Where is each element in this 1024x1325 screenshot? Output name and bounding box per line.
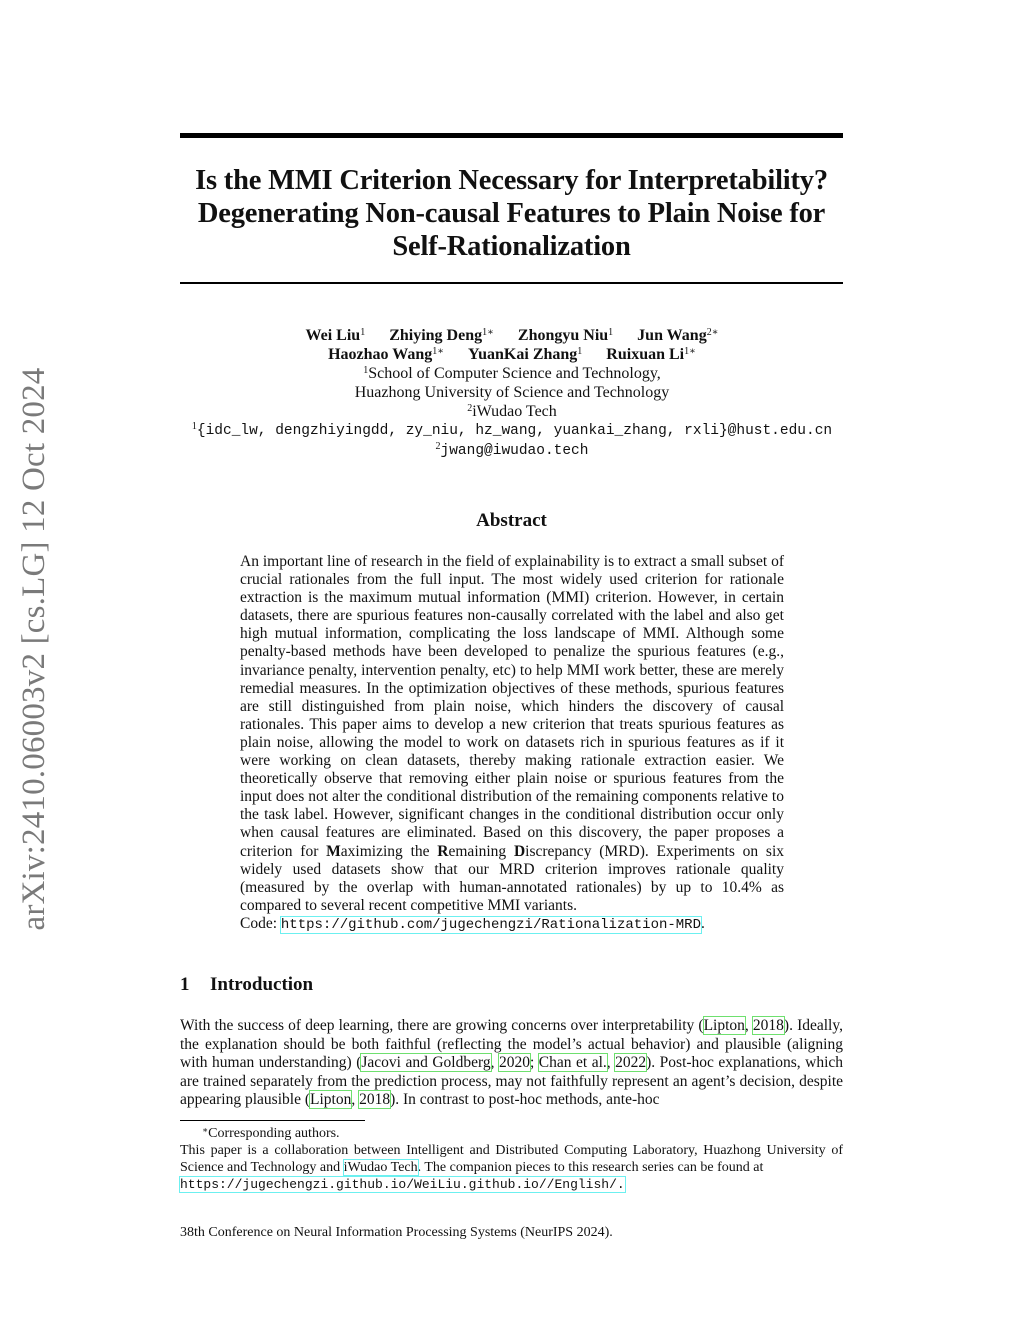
citation-year-link[interactable]: 2020 [498, 1054, 530, 1072]
code-repository-link[interactable]: https://github.com/jugechengzi/Rationalization-MRD [280, 916, 701, 933]
author-block [150, 326, 874, 461]
author-row [150, 326, 874, 345]
title-line: Degenerating Non-causal Features to Plain Noise for [197, 198, 826, 229]
affiliation-1: $^1$School of Computer Science and Technology, [363, 365, 661, 382]
affiliation-1-university: Huazhong University of Science and Technology [354, 384, 670, 401]
author-row [150, 345, 874, 364]
author: Zhiying Deng$^{1∗}$ [389, 327, 494, 344]
author: Ruixuan $Li^{1∗}$ [606, 346, 696, 363]
abstract-heading: Abstract [476, 510, 547, 531]
citation-link[interactable]: Jacovi and Goldberg [361, 1054, 491, 1072]
citation-link[interactable]: Chan et al. [538, 1054, 607, 1072]
introduction-paragraph: With the success of deep learning, there are growing concerns over interpretability (Lipton, 2018). Ideally, the explanation should be both faithful (reflecting the model’s actual behavior) and plausible (aligning with human understanding) (Jacovi and Goldberg, 2020; Chan et al., 2022). Post-hoc explanations, which are trained separately from the prediction process, may not faithfully represent an agent’s decision, despite appearing plausible (Lipton, 2018). In contrast to post-hoc methods, ante-hoc [180, 1017, 844, 1109]
footnote-collaboration: This paper is a collaboration between Intelligent and Distributed Computing Laboratory, Huazhong University of Science and Technology and iWudao Tech. The companion pieces to this research series can be found at https://jugechengzi.github.io/WeiLiu.github.io//English/. [180, 1143, 843, 1192]
author: Zhongyu Niu$^1$ [517, 327, 614, 344]
title-line: Self-Rationalization [392, 231, 631, 262]
footnote-corresponding: ∗Corresponding authors. [202, 1125, 340, 1141]
iwudao-link[interactable]: iWudao Tech [343, 1160, 418, 1175]
companion-pieces-url-link[interactable]: https://jugechengzi.github.io/WeiLiu.github.io//English/. [180, 1177, 625, 1192]
author: Jun Wang$^{2∗}$ [637, 327, 719, 344]
email-line-2: $^2$jwang@iwudao.tech [435, 441, 589, 459]
author: YuanKai Zhang$^1$ [468, 346, 583, 363]
author: Wei Liu$^1$ [305, 327, 366, 344]
title-top-rule [180, 133, 843, 138]
conference-venue-note: 38th Conference on Neural Information Processing Systems (NeurIPS 2024). [180, 1225, 613, 1240]
section-heading-introduction: 1 Introduction [180, 974, 314, 995]
footnote-rule [180, 1120, 365, 1121]
title-line: Is the MMI Criterion Necessary for Interpretability? [195, 165, 828, 196]
paper-title [180, 164, 843, 263]
arxiv-identifier-stamp: arXiv:2410.06003v2 [cs.LG] 12 Oct 2024 [16, 367, 52, 931]
citation-link[interactable]: Lipton [309, 1091, 352, 1109]
title-bottom-rule [180, 282, 843, 284]
citation-link[interactable]: Lipton [703, 1017, 745, 1034]
author: Haozhao Wang$^{1∗}$ [328, 346, 445, 363]
citation-year-link[interactable]: 2022 [615, 1054, 647, 1072]
abstract-text: An important line of research in the field of explainability is to extract a small subset of crucial rationales from the full input. The most widely used criterion for rationale extraction is the maximum mutual information (MMI) criterion. However, in certain datasets, there are spurious features non-causally correlated with the label and also get high mutual information, complicating the loss landscape of MMI. Although some penalty-based methods have been developed to penalize the spurious features (e.g., invariance penalty, intervention penalty, etc) to help MMI work better, these are merely remedial measures. In the optimization objectives of these methods, spurious features are still distinguished from plain noise, which hinders the discovery of causal rationales. This paper aims to develop a new criterion that treats spurious features as plain noise, allowing the model to work on datasets rich in spurious features as if it were working on clean datasets, thereby making rationale extraction easier. We theoretically observe that removing either plain noise or spurious features from the input does not alter the conditional distribution of the remaining components relative to the task label. However, significant changes in the conditional distribution occur only when causal features are eliminated. Based on this discovery, the paper proposes a criterion for Maximizing the Remaining Discrepancy (MRD). Experiments on six widely used datasets show that our MRD criterion improves rationale quality (measured by the overlap with human-annotated rationales) by up to 10.4% as compared to several recent competitive MMI variants. Code: https://github.com/jugechengzi/Rationalization-MRD. [240, 553, 785, 933]
citation-year-link[interactable]: 2018 [752, 1017, 784, 1034]
email-line-1: $^1${idc_lw, dengzhiyingdd, zy_niu, hz_wang, yuankai_zhang, rxli}@hust.edu.cn [191, 421, 833, 439]
footnotes [180, 1125, 843, 1193]
citation-year-link[interactable]: 2018 [359, 1091, 391, 1109]
affiliation-2: $^2$iWudao Tech [467, 403, 557, 420]
